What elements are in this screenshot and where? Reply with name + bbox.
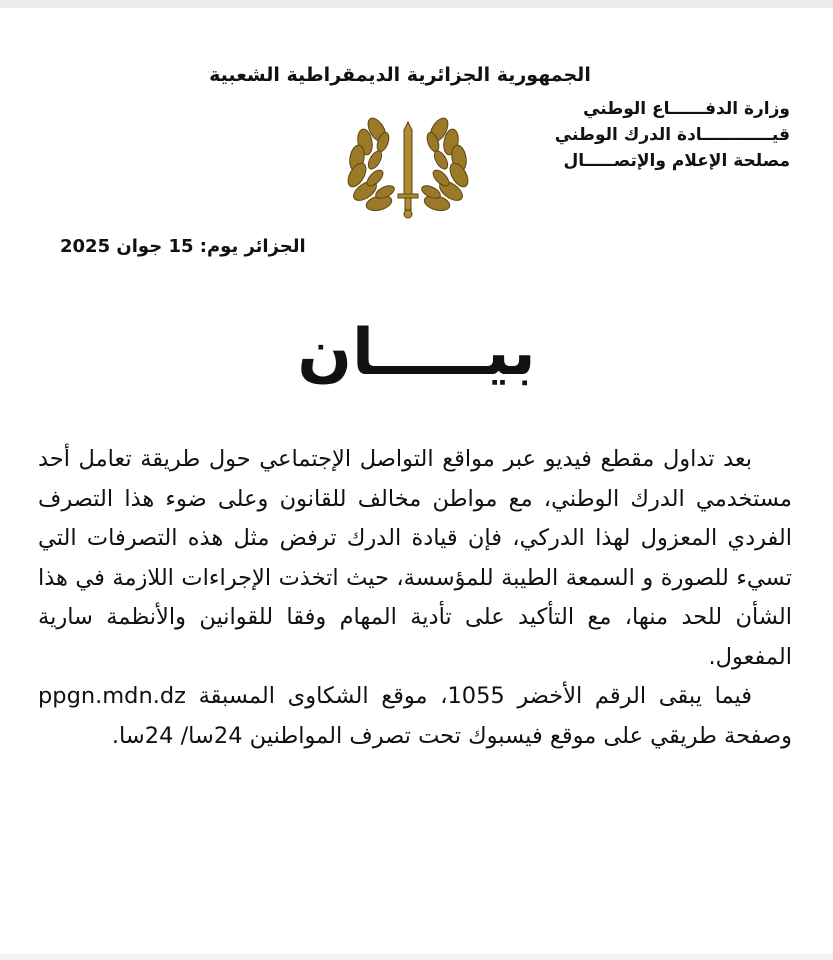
statement-title: بيـــــان (297, 316, 536, 390)
statement-document (0, 8, 833, 960)
ministry-label: وزارة الدفــــــاع الوطني (583, 99, 790, 119)
issuer-block (470, 96, 790, 174)
republic-heading: الجمهورية الجزائرية الديمقراطية الشعبية (209, 64, 591, 86)
body-paragraph-1: بعد تداول مقطع فيديو عبر مواقع التواصل الإجتماعي حول طريقة تعامل أحد مستخدمي الدرك الوطني، مع مواطن مخالف للقانون وعلى ضوء هذا التصرف الفردي المعزول لهذا الدركي، فإن قيادة الدرك ترفض مثل هذه التصرفات التي تسيء للصورة و السمعة الطيبة للمؤسسة، حيث اتخذت الإجراءات اللازمة في هذا الشأن للحد منها، مع التأكيد على تأدية المهام وفقا للقوانين والأنظمة سارية المفعول. (38, 446, 792, 670)
body-paragraph-2: فيما يبقى الرقم الأخضر 1055، موقع الشكاوى المسبقة ppgn.mdn.dz وصفحة طريقي على موقع فيسبوك تحت تصرف المواطنين 24سا/ 24سا. (38, 683, 792, 749)
laurel-left (344, 115, 396, 213)
bottom-border (0, 954, 833, 960)
service-label: مصلحة الإعلام والإتصـــــال (563, 151, 790, 171)
top-border (0, 0, 833, 8)
laurel-right (420, 115, 472, 213)
gendarmerie-emblem-icon (343, 108, 473, 223)
command-label: قيــــــــــــادة الدرك الوطني (554, 125, 790, 145)
sword (398, 122, 418, 218)
statement-body (38, 440, 792, 756)
date-line: الجزائر يوم: 15 جوان 2025 (60, 236, 306, 257)
